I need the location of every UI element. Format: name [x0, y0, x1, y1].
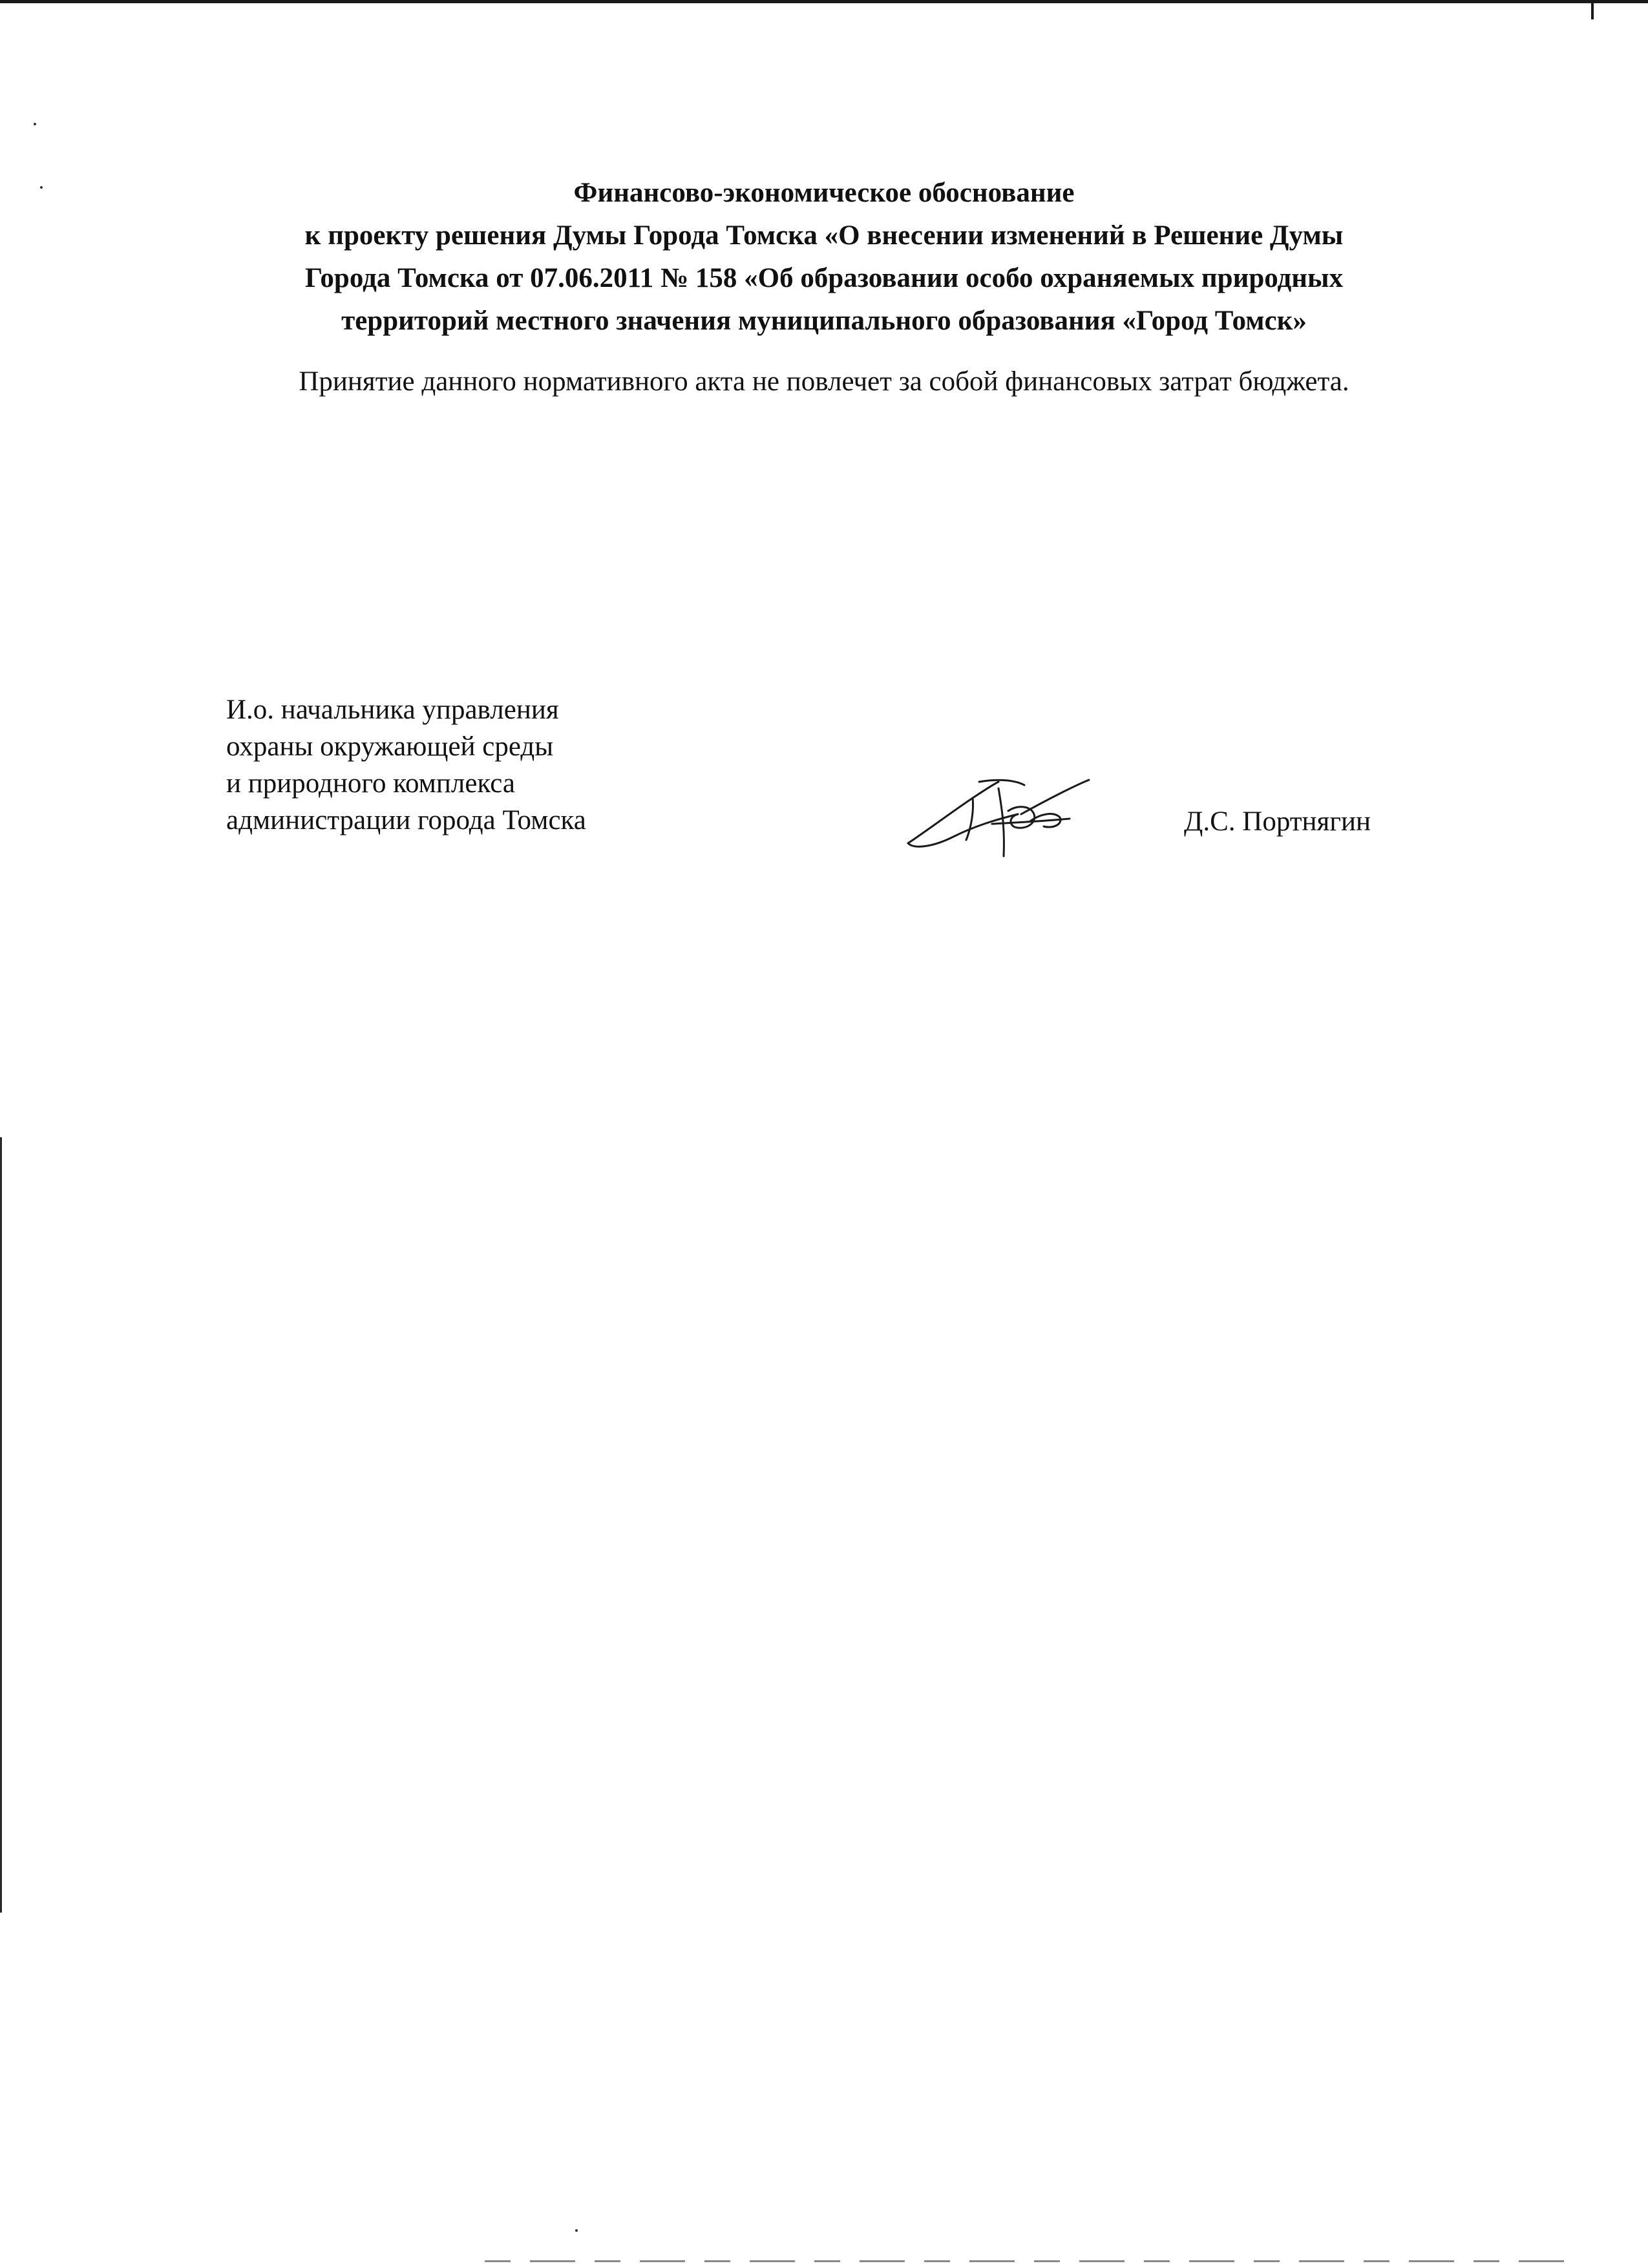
scan-speck — [40, 186, 43, 189]
signatory-position — [226, 691, 586, 839]
handwritten-signature-icon — [902, 759, 1095, 869]
title-line: Финансово-экономическое обоснование — [573, 178, 1075, 208]
title-line: Города Томска от 07.06.2011 № 158 «Об образовании особо охраняемых природных — [304, 263, 1344, 293]
scan-speck — [34, 123, 36, 125]
position-line: И.о. начальника управления — [226, 695, 559, 725]
scan-border-right — [1591, 0, 1594, 19]
budget-statement: Принятие данного нормативного акта не повлечет за собой финансовых затрат бюджета. — [299, 366, 1349, 397]
scan-speck — [575, 2229, 578, 2232]
position-line: администрации города Томска — [226, 805, 586, 835]
signer-name: Д.С. Портнягин — [1184, 806, 1371, 837]
position-line: охраны окружающей среды — [226, 731, 554, 762]
position-line: и природного комплекса — [226, 768, 515, 799]
scan-border-top — [0, 0, 1648, 3]
title-line: к проекту решения Думы Города Томска «О внесении изменений в Решение Думы — [304, 220, 1344, 251]
scan-border-bottom — [485, 2260, 1583, 2262]
scan-border-left — [0, 1137, 2, 1913]
title-line: территорий местного значения муниципального образования «Город Томск» — [341, 306, 1307, 336]
document-title — [194, 172, 1454, 342]
